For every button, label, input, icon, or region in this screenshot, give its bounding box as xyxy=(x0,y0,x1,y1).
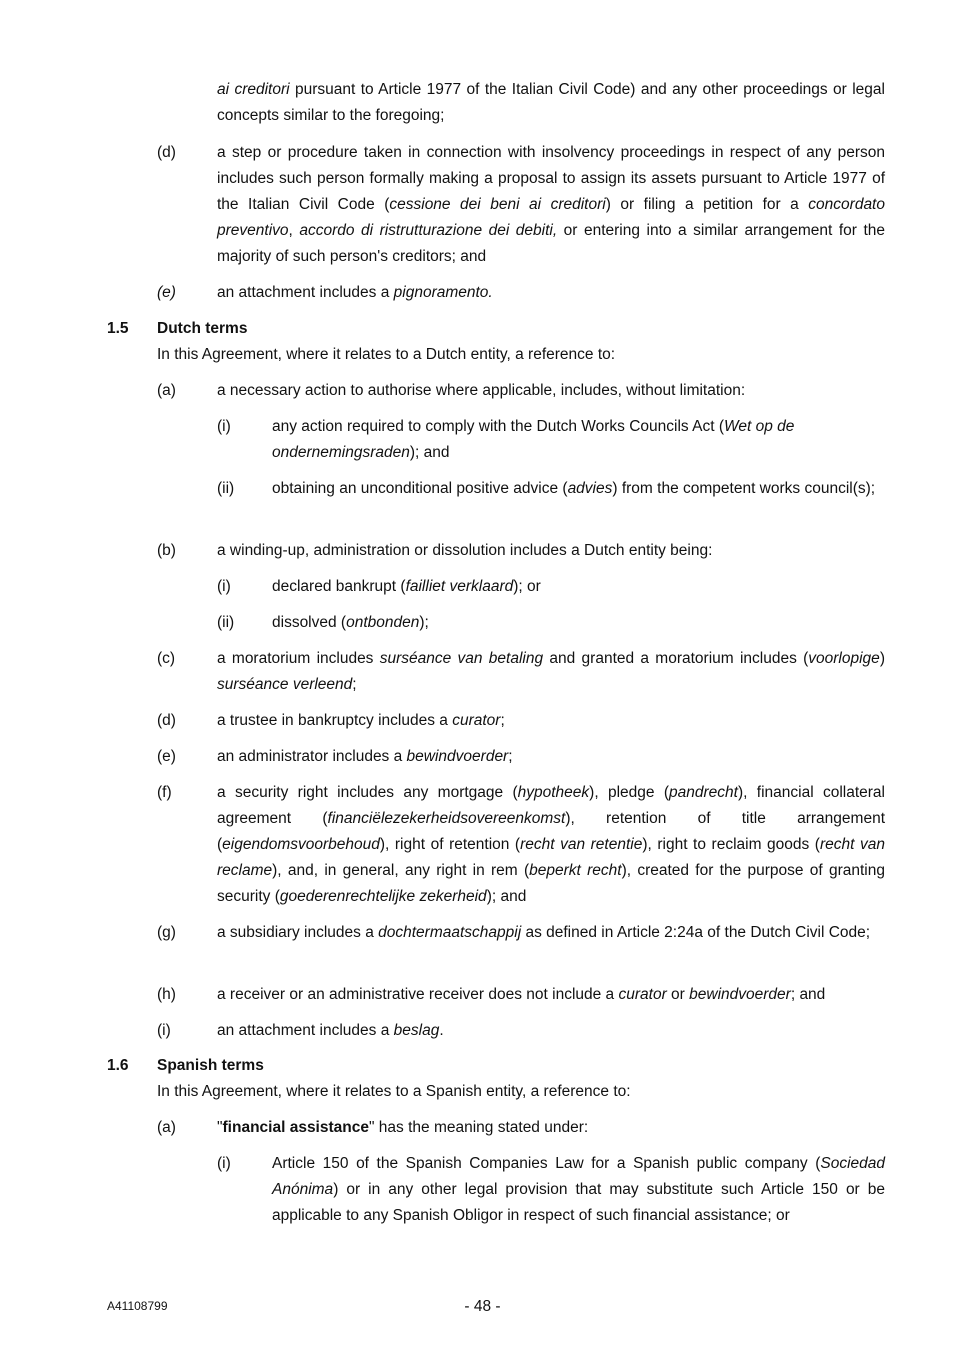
dutch-item-h: a receiver or an administrative receiver does not include a curator or bewindvoerder; and xyxy=(217,986,826,1003)
section-title: Spanish terms xyxy=(157,1057,264,1074)
item-label: (i) xyxy=(157,1022,171,1039)
dutch-item-i: an attachment includes a beslag. xyxy=(217,1022,444,1039)
dutch-item-f: a security right includes any mortgage (hypotheek), pledge (pandrecht), financial collateral agreement (financiëlezekerheidsovereenkomst), retention of title arrangement (eigendomsvoorbehoud), right of retention (recht van retentie), right to reclaim goods (recht van reclame), and, in general, any right in rem (beperkt recht), created for the purpose of granting security (goederenrechtelijke zekerheid); and xyxy=(217,784,885,905)
dutch-item-e: an administrator includes a bewindvoerder; xyxy=(217,748,513,765)
page-number: - 48 - xyxy=(464,1298,501,1315)
item-label: (g) xyxy=(157,924,176,941)
spanish-item-a: "financial assistance" has the meaning stated under: xyxy=(217,1119,589,1136)
subitem-label: (ii) xyxy=(217,614,235,631)
italian-item-d: a step or procedure taken in connection with insolvency proceedings in respect of any person includes such person formally making a proposal to assign its assets pursuant to Article 1977 of the Italian Civil Code (cessione dei beni ai creditori) or filing a petition for a concordato preventivo, accordo di ristrutturazione dei debiti, or entering into a similar arrangement for the majority of such person's creditors; and xyxy=(217,144,885,265)
italian-item-e: an attachment includes a pignoramento. xyxy=(217,284,493,301)
item-label: (f) xyxy=(157,784,172,801)
dutch-item-c: a moratorium includes surséance van betaling and granted a moratorium includes (voorlopige) surséance verleend; xyxy=(217,650,885,693)
item-label: (e) xyxy=(157,284,176,301)
dutch-item-a: a necessary action to authorise where applicable, includes, without limitation: xyxy=(217,382,746,399)
document-id: A41108799 xyxy=(107,1299,168,1313)
item-label: (d) xyxy=(157,144,176,161)
item-label: (h) xyxy=(157,986,176,1003)
dutch-item-a-ii: obtaining an unconditional positive advice (advies) from the competent works council(s); xyxy=(272,480,876,497)
item-label: (b) xyxy=(157,542,176,559)
section-number: 1.6 xyxy=(107,1057,129,1074)
subitem-label: (i) xyxy=(217,578,231,595)
dutch-item-g: a subsidiary includes a dochtermaatschappij as defined in Article 2:24a of the Dutch Civil Code; xyxy=(217,924,871,941)
section-intro: In this Agreement, where it relates to a Spanish entity, a reference to: xyxy=(157,1083,631,1100)
continuation-paragraph: ai creditori pursuant to Article 1977 of the Italian Civil Code) and any other proceedings or legal concepts similar to the foregoing; xyxy=(217,81,885,124)
dutch-item-b-ii: dissolved (ontbonden); xyxy=(272,614,429,631)
item-label: (e) xyxy=(157,748,176,765)
spanish-item-a-i: Article 150 of the Spanish Companies Law for a Spanish public company (Sociedad Anónima) or in any other legal provision that may substitute such Article 150 or be applicable to any Spanish Obligor in respect of such financial assistance; or xyxy=(272,1155,885,1224)
dutch-item-b: a winding-up, administration or dissolution includes a Dutch entity being: xyxy=(217,542,713,559)
subitem-label: (i) xyxy=(217,418,231,435)
section-title: Dutch terms xyxy=(157,320,248,337)
item-label: (a) xyxy=(157,1119,176,1136)
dutch-item-b-i: declared bankrupt (failliet verklaard); or xyxy=(272,578,541,595)
dutch-item-a-i: any action required to comply with the Dutch Works Councils Act (Wet op de ondernemingsraden); and xyxy=(272,418,795,461)
item-label: (c) xyxy=(157,650,176,667)
section-intro: In this Agreement, where it relates to a Dutch entity, a reference to: xyxy=(157,346,616,363)
subitem-label: (i) xyxy=(217,1155,231,1172)
section-number: 1.5 xyxy=(107,320,129,337)
dutch-item-d: a trustee in bankruptcy includes a curator; xyxy=(217,712,505,729)
item-label: (d) xyxy=(157,712,176,729)
item-label: (a) xyxy=(157,382,176,399)
subitem-label: (ii) xyxy=(217,480,235,497)
